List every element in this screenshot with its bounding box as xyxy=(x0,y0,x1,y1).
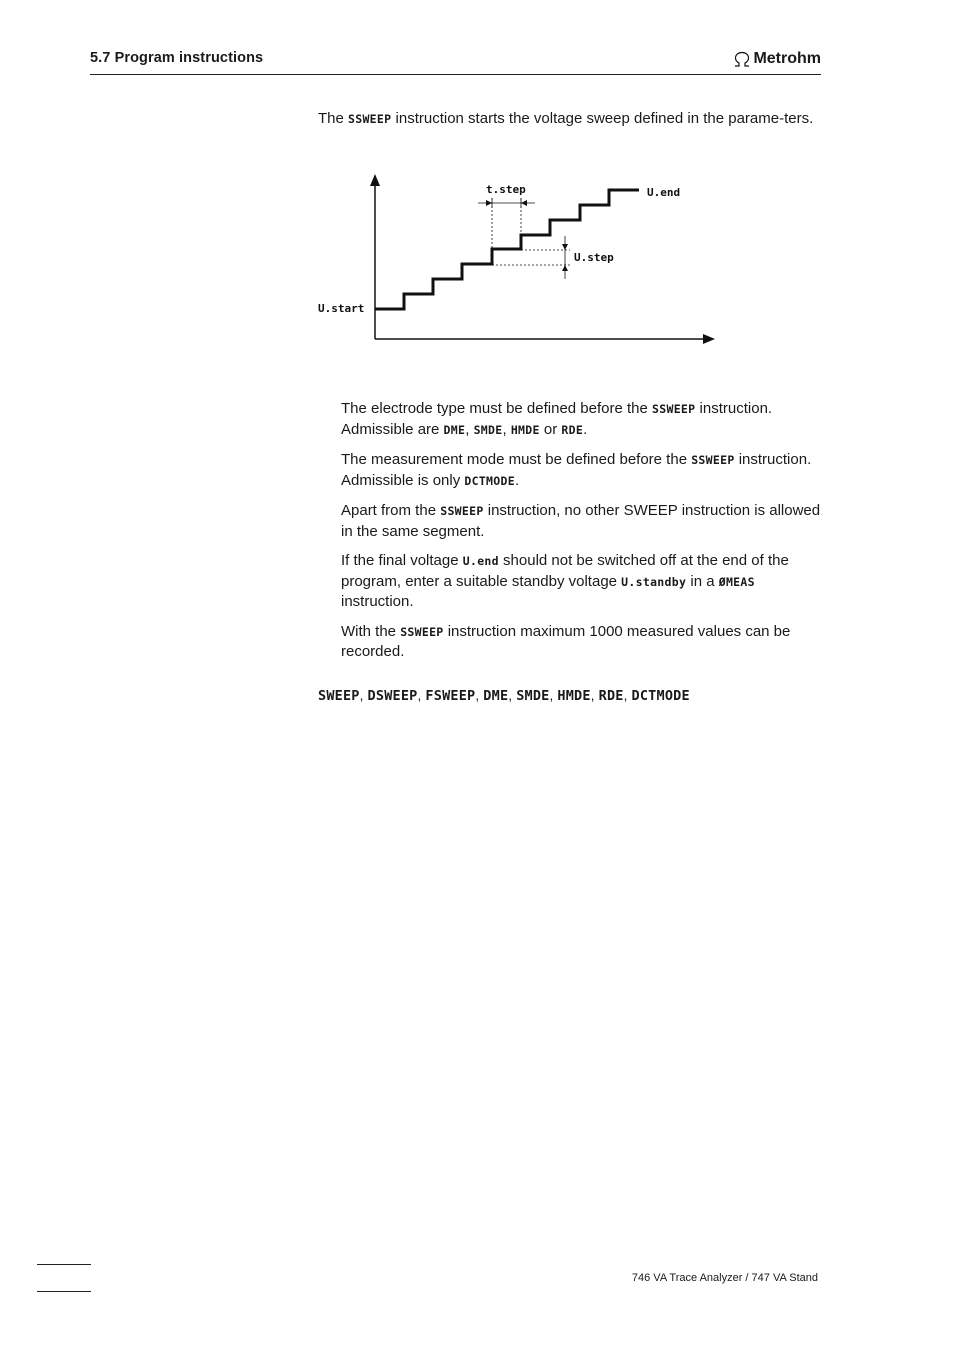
code-dme: DME xyxy=(443,422,466,437)
see-also-item: HMDE xyxy=(557,688,591,704)
see-also-list: SWEEP, DSWEEP, FSWEEP, DME, SMDE, HMDE, RDE, DCTMODE xyxy=(318,688,690,704)
note-electrode-type: The electrode type must be defined before the SSWEEP instruction. Admissible are DME, SMDE, HMDE or RDE. xyxy=(341,400,773,438)
code-ssweep: SSWEEP xyxy=(652,402,696,416)
label-uend: U.end xyxy=(647,186,681,199)
see-also-item: RDE xyxy=(598,688,624,704)
metrohm-logo xyxy=(733,48,821,70)
see-also-item: DME xyxy=(483,688,509,704)
see-also-item: SWEEP xyxy=(318,688,360,704)
logo-text: Metrohm xyxy=(753,50,821,67)
footer-product-name: 746 VA Trace Analyzer / 747 VA Stand xyxy=(631,1272,818,1284)
see-also-item: SMDE xyxy=(516,688,550,704)
label-ustart: U.start xyxy=(318,302,365,315)
note-standby-voltage: If the final voltage U.end should not be switched off at the end of the program, enter a suitable standby voltage U.standby in a ØMEAS instruction. xyxy=(341,552,789,610)
see-also-item: DSWEEP xyxy=(367,688,418,704)
y-axis-arrow xyxy=(370,174,380,186)
ustep-arrowhead-top xyxy=(562,244,568,250)
code-omeas: ØMEAS xyxy=(718,574,755,589)
see-also-item: FSWEEP xyxy=(425,688,476,704)
staircase-diagram xyxy=(312,168,722,353)
see-also-item: DCTMODE xyxy=(631,688,690,704)
note-measurement-mode: The measurement mode must be defined before the SSWEEP instruction. Admissible is only DCTMODE. xyxy=(341,451,812,489)
section-title: 5.7 Program instructions xyxy=(90,50,264,66)
intro-text: The xyxy=(318,110,349,127)
intro-paragraph xyxy=(318,109,823,130)
code-dctmode: DCTMODE xyxy=(464,473,515,488)
note-single-sweep: Apart from the SSWEEP instruction, no other SWEEP instruction is allowed in the same segment. xyxy=(341,502,821,540)
footer-rule-top xyxy=(37,1264,91,1265)
label-ustep: U.step xyxy=(574,251,614,264)
staircase-svg xyxy=(312,168,722,348)
code-ustandby: U.standby xyxy=(621,574,687,589)
voltage-staircase xyxy=(375,190,639,309)
label-tstep: t.step xyxy=(486,183,526,196)
code-rde: RDE xyxy=(561,422,584,437)
footer-rule-bottom xyxy=(37,1291,91,1292)
tstep-arrowhead-right xyxy=(521,200,527,206)
code-ssweep: SSWEEP xyxy=(691,453,735,467)
code-hmde: HMDE xyxy=(510,422,540,437)
code-ssweep: SSWEEP xyxy=(440,504,484,518)
ustep-arrowhead-bottom xyxy=(562,265,568,271)
notes-list xyxy=(341,399,821,672)
code-ssweep: SSWEEP xyxy=(348,112,392,126)
tstep-arrowhead-left xyxy=(486,200,492,206)
code-ssweep: SSWEEP xyxy=(400,624,444,639)
code-smde: SMDE xyxy=(473,422,503,437)
x-axis-arrow xyxy=(703,334,715,344)
note-max-values: With the SSWEEP instruction maximum 1000 measured values can be recorded. xyxy=(341,622,791,660)
page-header xyxy=(90,48,821,75)
omega-icon xyxy=(733,51,751,67)
intro-text-rest: instruction starts the voltage sweep defined in the parame-ters. xyxy=(391,110,814,127)
code-uend: U.end xyxy=(462,554,499,568)
